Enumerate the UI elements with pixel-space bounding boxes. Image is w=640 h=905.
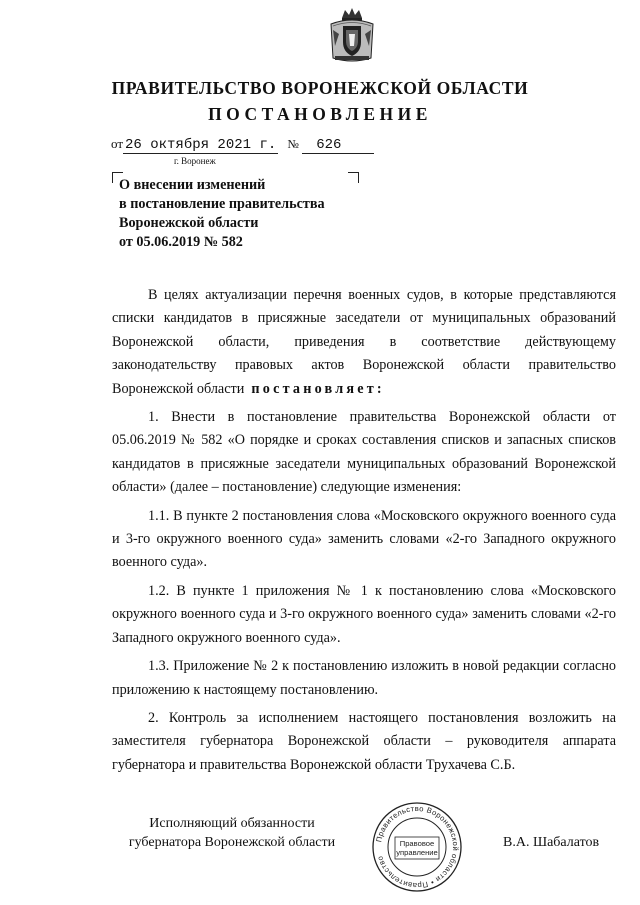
stamp-inner-line: управление [396, 848, 438, 857]
signatory-position [112, 814, 352, 852]
document-subject [119, 176, 379, 252]
item-1-1-paragraph: 1.1. В пункте 2 постановления слова «Московского окружного военного суда и 3-го окружного военного суда» заменить словами «2-го Западного окружного военного суда». [112, 507, 616, 571]
svg-text:Правительство Воронежской обла: Правительство Воронежской области • Правительство [374, 803, 461, 891]
date-prefix: от [111, 136, 124, 151]
position-line: Исполняющий обязанности [149, 816, 315, 831]
document-date: 26 октября 2021 г. [125, 137, 277, 153]
resolves-word: постановляет: [251, 380, 385, 397]
item-1-3-paragraph: 1.3. Приложение № 2 к постановлению изложить в новой редакции согласно приложению к настоящему постановлению. [112, 658, 616, 698]
preamble-text: В целях актуализации перечня военных судов, в которые представляются списки кандидатов в присяжные заседатели от муниципальных образований Воронежской области, приведения в соответствие действующему законодательству правовых актов Воронежской области правительство Воронежской области [112, 287, 616, 397]
organization-title: ПРАВИТЕЛЬСТВО ВОРОНЕЖСКОЙ ОБЛАСТИ [111, 78, 529, 98]
subject-line: О внесении изменений [119, 177, 266, 193]
item-2-paragraph: 2. Контроль за исполнением настоящего постановления возложить на заместителя губернатора Воронежской области – руководителя аппарата губернатора и правительства Воронежской области Трухачева С.Б. [112, 709, 616, 773]
item-1-paragraph: 1. Внести в постановление правительства Воронежской области от 05.06.2019 № 582 «О порядке и сроках составления списков и запасных списков кандидатов в присяжные заседатели муниципальных образований Воронежской области» (далее – постановление) следующие изменения: [112, 409, 616, 496]
position-line: губернатора Воронежской области [128, 835, 336, 850]
subject-line: в постановление правительства [119, 196, 325, 212]
city-label: г. Воронеж [174, 156, 216, 166]
subject-line: Воронежской области [119, 215, 259, 231]
item-1-2-paragraph: 1.2. В пункте 1 приложения № 1 к постановлению слова «Московского окружного военного суда и 3-го окружного военного суда» заменить словами «2-го Западного окружного военного суда». [112, 582, 616, 646]
document-number: 626 [302, 137, 374, 154]
document-type-title: ПОСТАНОВЛЕНИЕ [208, 104, 432, 124]
legal-department-stamp [371, 801, 463, 893]
date-number-line [111, 136, 374, 154]
number-sign: № [287, 137, 299, 151]
document-body [112, 284, 616, 782]
subject-line: от 05.06.2019 № 582 [119, 234, 243, 250]
signatory-name: В.А. Шабалатов [503, 835, 600, 850]
coat-of-arms-emblem [327, 6, 377, 64]
stamp-inner-line: Правовое [399, 839, 435, 848]
preamble-paragraph [112, 284, 616, 401]
